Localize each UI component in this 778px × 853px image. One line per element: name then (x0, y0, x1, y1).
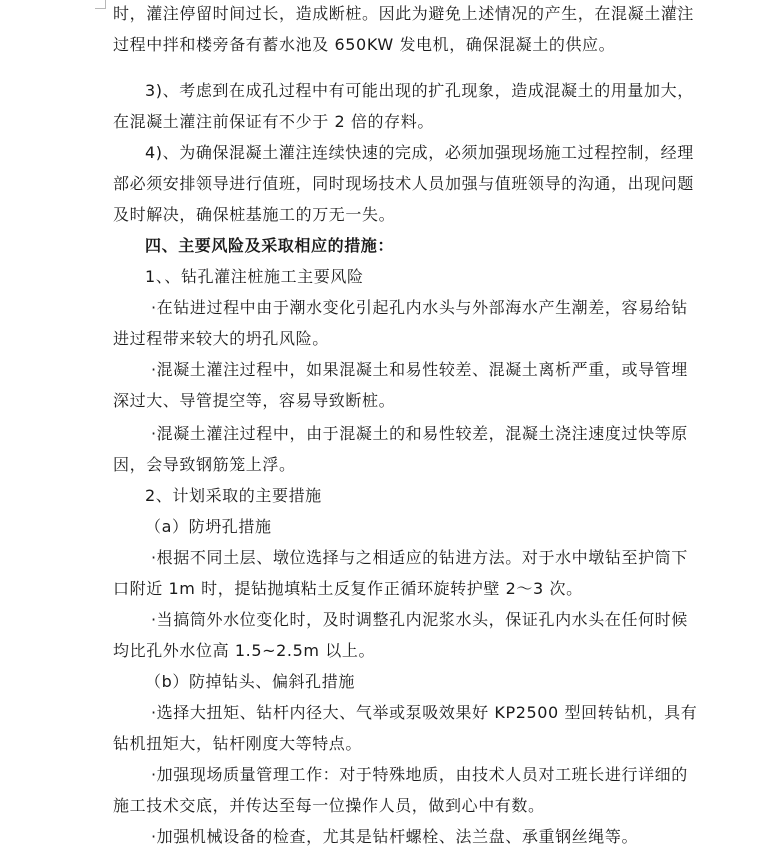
list-item-4-line: 4)、为确保混凝土灌注连续快速的完成，必须加强现场施工过程控制，经理 (145, 143, 694, 162)
subsection-heading: 1、、钻孔灌注桩施工主要风险 (145, 267, 364, 286)
body-text-line: 在混凝土灌注前保证有不少于 2 倍的存料。 (113, 112, 434, 131)
section-heading: 四、主要风险及采取相应的措施： (145, 236, 395, 255)
bullet-item-line: ·在钻进过程中由于潮水变化引起孔内水头与外部海水产生潮差，容易给钻 (151, 298, 688, 317)
measure-heading: （b）防掉钻头、偏斜孔措施 (145, 672, 355, 691)
bullet-item-line: ·根据不同土层、墩位选择与之相适应的钻进方法。对于水中墩钻至护筒下 (151, 548, 688, 567)
body-text-line: 施工技术交底，并传达至每一位操作人员，做到心中有数。 (113, 796, 545, 815)
bullet-item-line: ·混凝土灌注过程中，由于混凝土的和易性较差，混凝土浇注速度过快等原 (151, 424, 688, 443)
subsection-heading: 2、计划采取的主要措施 (145, 486, 322, 505)
body-text-line: 均比孔外水位高 1.5~2.5m 以上。 (113, 641, 376, 660)
body-text-line: 口附近 1m 时，提钻抛填粘土反复作正循环旋转护壁 2～3 次。 (113, 579, 583, 598)
body-text-line: 钻机扭矩大，钻杆刚度大等特点。 (113, 734, 363, 753)
body-text-line: 及时解决，确保桩基施工的万无一失。 (113, 205, 396, 224)
bullet-item-line: ·选择大扭矩、钻杆内径大、气举或泵吸效果好 KP2500 型回转钻机，具有 (151, 703, 698, 722)
body-text-line: 部必须安排领导进行值班，同时现场技术人员加强与值班领导的沟通，出现问题 (113, 174, 695, 193)
page-corner-mark-left (95, 0, 106, 9)
body-text-line: 时，灌注停留时间过长，造成断桩。因此为避免上述情况的产生，在混凝土灌注 (113, 4, 695, 23)
list-item-3-line: 3)、考虑到在成孔过程中有可能出现的扩孔现象，造成混凝土的用量加大， (145, 81, 694, 100)
body-text-line: 进过程带来较大的坍孔风险。 (113, 329, 329, 348)
measure-heading: （a）防坍孔措施 (145, 517, 272, 536)
body-text-line: 因，会导致钢筋笼上浮。 (113, 455, 296, 474)
bullet-item-line: ·混凝土灌注过程中，如果混凝土和易性较差、混凝土离析严重，或导管埋 (151, 360, 688, 379)
body-text-line: 深过大、导管提空等，容易导致断桩。 (113, 391, 396, 410)
bullet-item-line: ·当搞筒外水位变化时，及时调整孔内泥浆水头，保证孔内水头在任何时候 (151, 610, 688, 629)
body-text-line: 过程中拌和楼旁备有蓄水池及 650KW 发电机，确保混凝土的供应。 (113, 35, 616, 54)
bullet-item-line: ·加强现场质量管理工作：对于特殊地质，由技术人员对工班长进行详细的 (151, 765, 688, 784)
bullet-item-line: ·加强机械设备的检查，尤其是钻杆螺栓、法兰盘、承重钢丝绳等。 (151, 827, 639, 846)
